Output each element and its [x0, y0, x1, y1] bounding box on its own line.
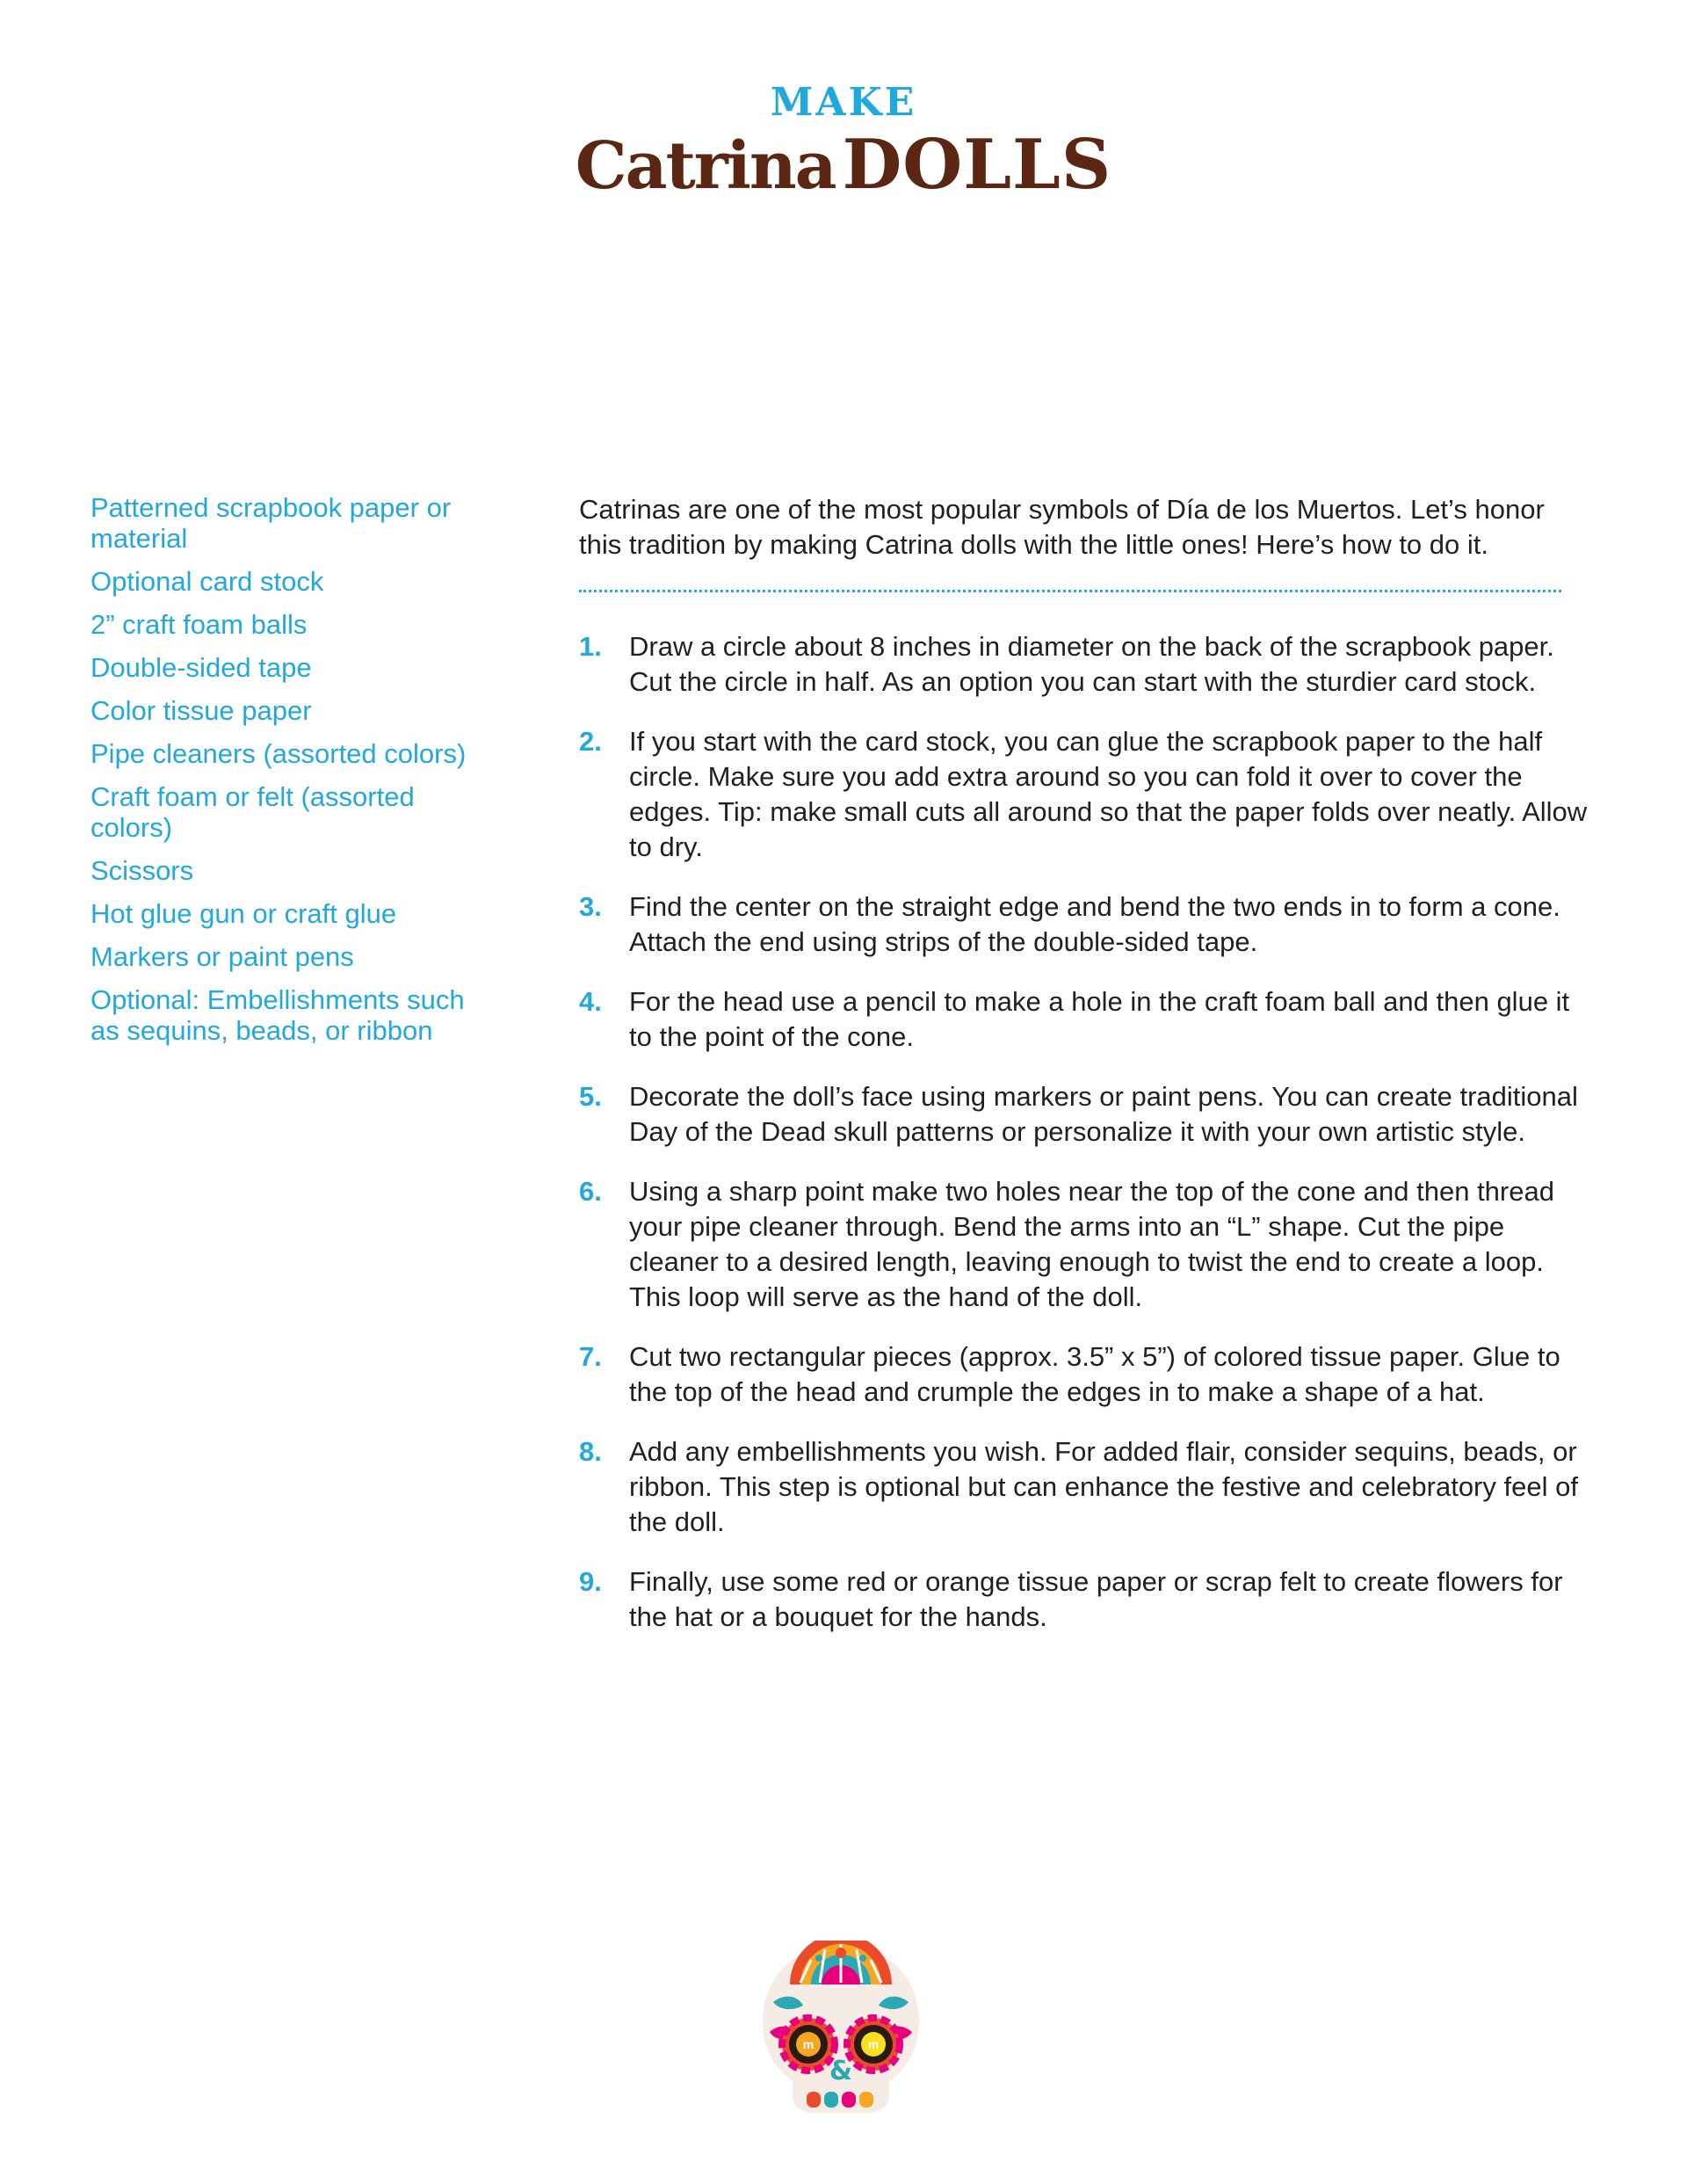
supply-item: Craft foam or felt (assorted colors): [91, 781, 415, 843]
step-item: [579, 1564, 1598, 1635]
title-dolls: DOLLS: [842, 125, 1112, 205]
step-number: 5.: [579, 1081, 602, 1112]
supply-item: Pipe cleaners (assorted colors): [91, 738, 467, 769]
step-item: [579, 1079, 1598, 1150]
intro-paragraph: Catrinas are one of the most popular symbols of Día de los Muertos. Let’s honor this tradition by making Catrina dolls with the little ones! Here’s how to do it.: [579, 494, 1545, 560]
step-text: Add any embellishments you wish. For added flair, consider sequins, beads, or ribbon. This step is optional but can enhance the festive and celebratory feel of the doll.: [629, 1436, 1578, 1537]
step-number: 4.: [579, 986, 602, 1017]
sugar-skull-icon: [757, 1941, 924, 2116]
step-text: Decorate the doll’s face using markers or paint pens. You can create traditional Day of the Dead skull patterns or personalize it with your own artistic style.: [629, 1081, 1578, 1147]
title-catrina: Catrina: [575, 128, 836, 204]
supply-item: Color tissue paper: [91, 695, 312, 726]
step-item: [579, 629, 1598, 700]
step-number: 8.: [579, 1436, 602, 1467]
step-number: 3.: [579, 891, 602, 922]
steps-list: [579, 629, 1598, 1659]
step-item: [579, 984, 1598, 1055]
supply-item: Optional card stock: [91, 566, 324, 597]
eye-letter-left: m: [802, 2037, 815, 2051]
dotted-divider: [579, 590, 1561, 592]
step-item: [579, 724, 1598, 865]
step-text: If you start with the card stock, you can glue the scrapbook paper to the half circle. Make sure you add extra around so you can fold it over to cover the edges. Tip: make small cuts all around so that the paper folds over neatly. Allow to dry.: [629, 726, 1588, 862]
step-number: 7.: [579, 1341, 602, 1372]
step-item: [579, 1339, 1598, 1410]
step-item: [579, 889, 1598, 960]
supplies-list: [91, 492, 486, 1058]
step-number: 9.: [579, 1566, 602, 1597]
supply-item: Hot glue gun or craft glue: [91, 898, 397, 929]
title-make: MAKE: [770, 80, 917, 125]
step-number: 1.: [579, 631, 602, 662]
step-text: Draw a circle about 8 inches in diameter on the back of the scrapbook paper. Cut the circle in half. As an option you can start with the sturdier card stock.: [629, 631, 1554, 697]
step-item: [579, 1174, 1598, 1315]
step-item: [579, 1434, 1598, 1540]
supply-item: 2” craft foam balls: [91, 609, 308, 640]
title-main: [0, 125, 1687, 205]
supply-item: Markers or paint pens: [91, 941, 354, 972]
eye-letter-right: m: [867, 2037, 880, 2051]
supply-item: Patterned scrapbook paper or material: [91, 492, 452, 554]
step-text: Finally, use some red or orange tissue paper or scrap felt to create flowers for the hat or a bouquet for the hands.: [629, 1566, 1563, 1632]
page-title: [0, 80, 1687, 205]
supply-item: Optional: Embellishments such as sequins, beads, or ribbon: [91, 984, 465, 1046]
supply-item: Double-sided tape: [91, 652, 312, 683]
step-text: For the head use a pencil to make a hole in the craft foam ball and then glue it to the point of the cone.: [629, 986, 1570, 1052]
skull-ampersand: &: [829, 2056, 853, 2086]
step-number: 6.: [579, 1176, 602, 1207]
step-text: Cut two rectangular pieces (approx. 3.5” x 5”) of colored tissue paper. Glue to the top of the head and crumple the edges in to make a shape of a hat.: [629, 1341, 1560, 1407]
step-number: 2.: [579, 726, 602, 757]
step-text: Using a sharp point make two holes near the top of the cone and then thread your pipe cleaner through. Bend the arms into an “L” shape. Cut the pipe cleaner to a desired length, leaving enough to twist the end to create a loop. This loop will serve as the hand of the doll.: [629, 1176, 1554, 1312]
supply-item: Scissors: [91, 855, 194, 886]
step-text: Find the center on the straight edge and bend the two ends in to form a cone. Attach the end using strips of the double-sided tape.: [629, 891, 1560, 957]
